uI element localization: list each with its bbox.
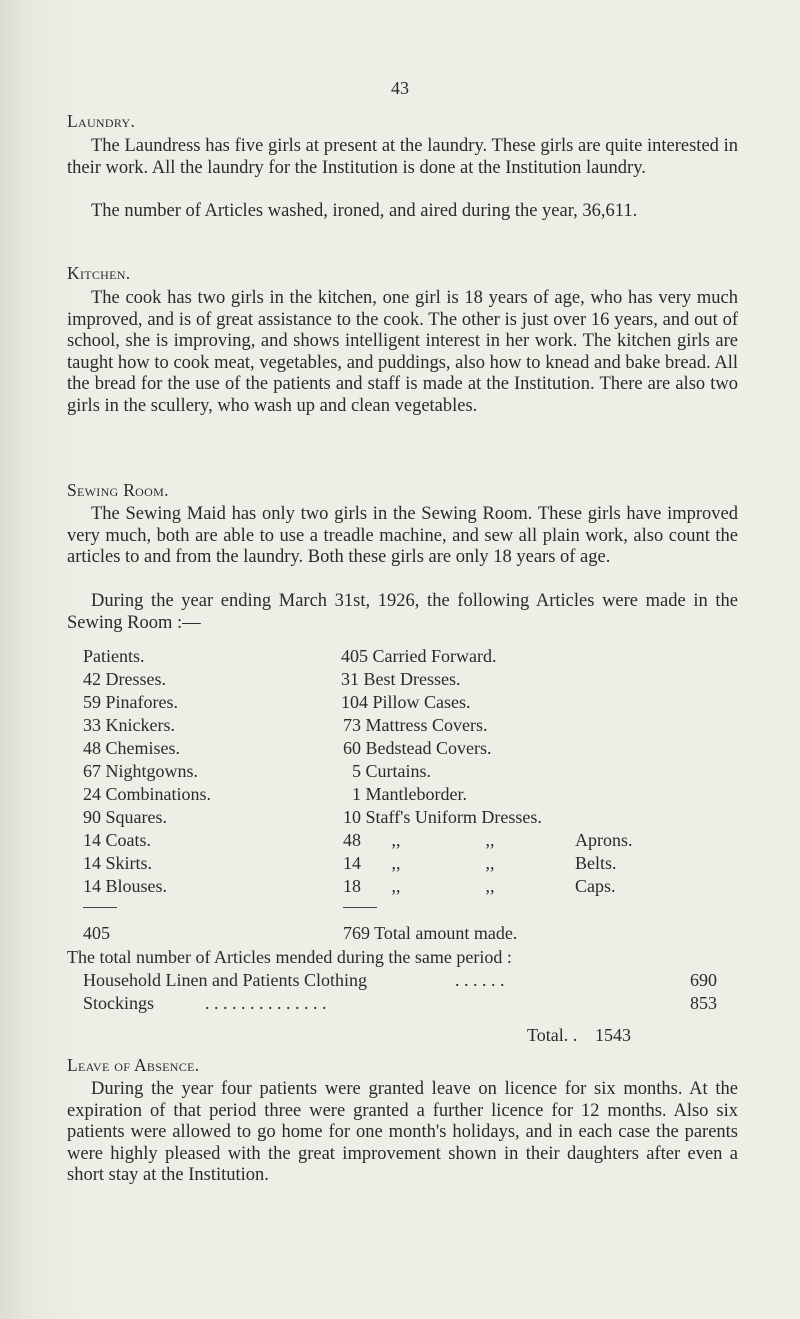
ditto-mark: ,, — [391, 876, 401, 896]
ditto-mark: ,, — [391, 853, 401, 873]
leader-dots: . . . . . . — [455, 970, 505, 990]
ditto-mark: ,, — [485, 853, 495, 873]
grand-total-rule — [343, 907, 377, 908]
sewing-room-heading: Sewing Room. — [67, 480, 169, 500]
patients-item: 14 Blouses. — [83, 876, 168, 896]
mended-value: 853 — [690, 993, 717, 1013]
staff-item: 1 Mantleborder. — [352, 784, 467, 804]
staff-item: 10 Staff's Uniform Dresses. — [343, 807, 542, 827]
ditto-mark: ,, — [485, 830, 495, 850]
mended-label: Stockings — [83, 993, 155, 1013]
ditto-row — [343, 853, 513, 874]
staff-item: 73 Mattress Covers. — [343, 715, 488, 735]
subtotal-rule — [83, 907, 117, 908]
mended-label: Household Linen and Patients Clothing — [83, 970, 367, 990]
laundry-heading: Laundry. — [67, 111, 136, 131]
sewing-paragraph-1: The Sewing Maid has only two girls in the Sewing Room. These girls have improved very much, both are able to use a treadle machine, and sew all plain work, also count the articles to and from the laundry. Both these girls are only 18 years of age. — [67, 504, 738, 568]
ditto-number: 14 — [343, 853, 361, 873]
staff-item: 5 Curtains. — [352, 761, 431, 781]
patients-header: Patients. — [83, 646, 145, 666]
ditto-row — [343, 830, 513, 851]
patients-item: 14 Skirts. — [83, 853, 153, 873]
mended-intro: The total number of Articles mended during the same period : — [67, 947, 512, 967]
ditto-mark: ,, — [391, 830, 401, 850]
staff-item: 60 Bedstead Covers. — [343, 738, 492, 758]
leave-of-absence-heading: Leave of Absence. — [67, 1055, 200, 1075]
patients-item: 90 Squares. — [83, 807, 167, 827]
patients-item: 67 Nightgowns. — [83, 761, 199, 781]
ditto-number: 18 — [343, 876, 361, 896]
carried-forward: 405 Carried Forward. — [341, 646, 497, 666]
total-value: 1543 — [595, 1025, 631, 1045]
mended-section — [67, 947, 747, 1047]
mended-value: 690 — [690, 970, 717, 990]
patients-item: 42 Dresses. — [83, 669, 166, 689]
patients-item: 59 Pinafores. — [83, 692, 178, 712]
patients-item: 14 Coats. — [83, 830, 152, 850]
patients-item: 48 Chemises. — [83, 738, 180, 758]
sewing-paragraph-2: During the year ending March 31st, 1926, the following Articles were made in the Sewing Room :— — [67, 591, 738, 633]
total-label: Total. . — [527, 1025, 578, 1045]
ditto-number: 48 — [343, 830, 361, 850]
staff-item: 31 Best Dresses. — [341, 669, 461, 689]
ditto-item: Caps. — [575, 876, 616, 896]
patients-item: 33 Knickers. — [83, 715, 175, 735]
ditto-row — [343, 876, 513, 897]
patients-item: 24 Combinations. — [83, 784, 212, 804]
page-number: 43 — [391, 78, 409, 98]
ditto-mark: ,, — [485, 876, 495, 896]
laundry-paragraph-1: The Laundress has five girls at present at the laundry. These girls are quite interested in their work. All the laundry for the Institution is done at the Institution laundry. — [67, 136, 738, 178]
leader-dots: . . . . . . . . . . . . . . — [205, 993, 327, 1013]
kitchen-paragraph: The cook has two girls in the kitchen, one girl is 18 years of age, who has very much improved, and is of great assistance to the cook. The other is just over 16 years, and out of school, she is improving, and shows intelligent interest in her work. The kitchen girls are taught how to cook meat, vegetables, and puddings, also how to knead and bake bread. All the bread for the use of the patients and staff is made at the Institution. There are also two girls in the scullery, who wash up and clean vegetables. — [67, 288, 738, 416]
ditto-item: Belts. — [575, 853, 617, 873]
laundry-paragraph-2: The number of Articles washed, ironed, and aired during the year, 36,611. — [91, 201, 638, 221]
kitchen-heading: Kitchen. — [67, 263, 131, 283]
patients-total: 405 — [83, 923, 110, 943]
staff-item: 104 Pillow Cases. — [341, 692, 471, 712]
ditto-item: Aprons. — [575, 830, 633, 850]
leave-paragraph: During the year four patients were granted leave on licence for six months. At the expiration of that period three were granted a further licence for 12 months. Also six patients were allowed to go home for one month's holidays, and in each case the parents were highly pleased with the great improvement shown in their daughters after even a short stay at the Institution. — [67, 1079, 738, 1186]
total-amount-made: 769 Total amount made. — [343, 923, 518, 943]
